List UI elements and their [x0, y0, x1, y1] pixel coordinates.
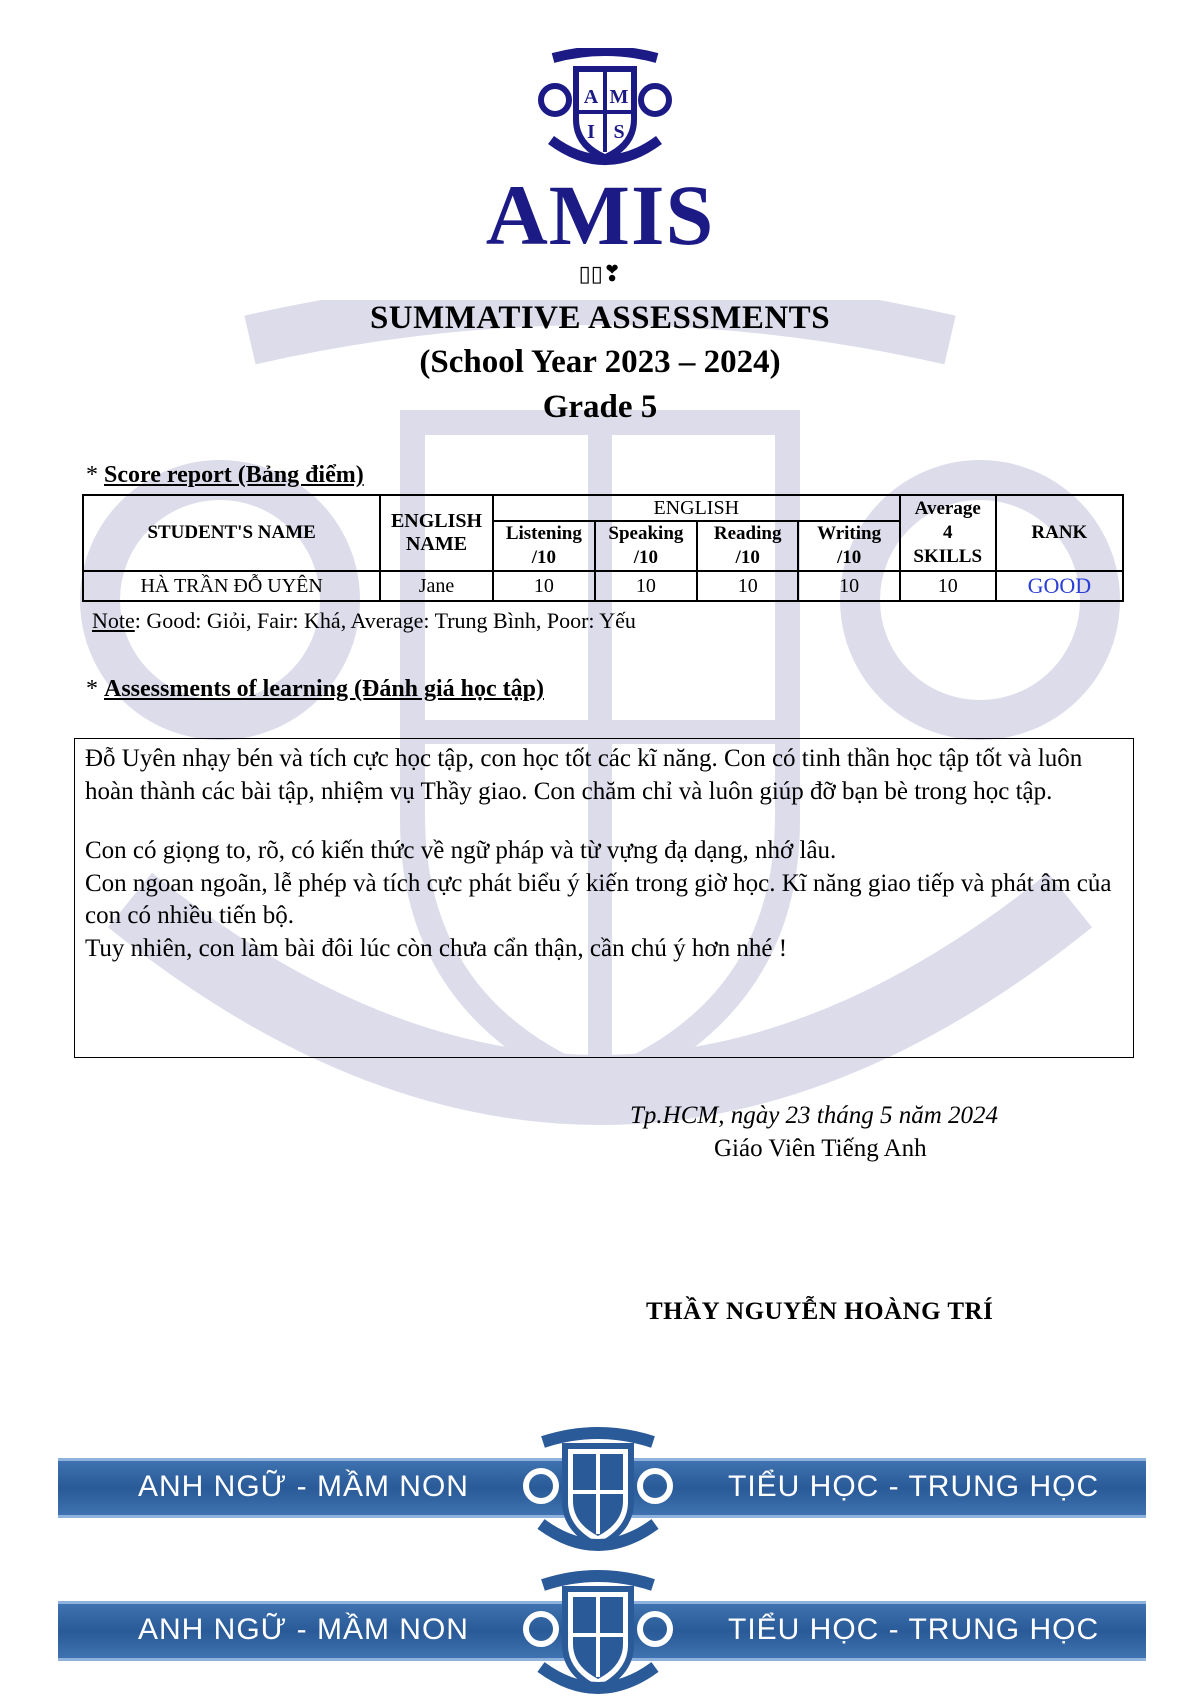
- school-crest-logo: [535, 48, 675, 170]
- col-speaking-line2: /10: [633, 547, 659, 568]
- col-writing-line2: /10: [836, 547, 862, 568]
- col-average: [900, 495, 996, 571]
- assessment-heading: [86, 676, 544, 703]
- school-year: (School Year 2023 – 2024): [419, 344, 781, 380]
- assessment-paragraph-4: Tuy nhiên, con làm bài đôi lúc còn chưa cẩn thận, cần chú ý hơn nhé !: [85, 934, 788, 962]
- col-average-line2: 4: [942, 522, 953, 543]
- assessment-paragraph-2: Con có giọng to, rõ, có kiến thức về ngữ pháp và từ vựng đạ dạng, nhớ lâu.: [85, 837, 837, 864]
- assessment-paragraph-3: Con ngoan ngoãn, lễ phép và tích cực phát biểu ý kiến trong giờ học. Kĩ năng giao tiếp và phát âm của con có nhiều tiến bộ.: [85, 869, 1112, 929]
- svg-text:S: S: [613, 121, 625, 143]
- col-reading: [697, 521, 799, 571]
- bullet-star: *: [86, 462, 98, 488]
- cell-student-name: HÀ TRẦN ĐỖ UYÊN: [83, 571, 380, 601]
- assessment-box: [74, 738, 1134, 1058]
- cell-speaking: 10: [595, 571, 697, 601]
- score-table: [82, 494, 1124, 602]
- signature-role: Giáo Viên Tiếng Anh: [714, 1135, 927, 1162]
- col-listening: [493, 521, 595, 571]
- cell-listening: 10: [493, 571, 595, 601]
- cell-reading: 10: [697, 571, 799, 601]
- col-average-line1: Average: [914, 498, 981, 519]
- footer-banner: [58, 1601, 1146, 1661]
- banner-text-left: ANH NGỮ - MẦM NON: [138, 1470, 469, 1503]
- note-label: Note: [92, 608, 135, 633]
- cell-average: 10: [900, 571, 996, 601]
- col-reading-line1: Reading: [713, 523, 782, 544]
- teacher-name: THẦY NGUYỄN HOÀNG TRÍ: [646, 1298, 994, 1325]
- banner-crest-icon: [523, 1426, 673, 1554]
- cell-writing: 10: [798, 571, 899, 601]
- note-text: : Good: Giỏi, Fair: Khá, Average: Trung Bình, Poor: Yếu: [134, 608, 636, 633]
- score-report-heading: [86, 462, 364, 489]
- assessment-paragraph-1: Đỗ Uyên nhạy bén và tích cực học tập, con học tốt các kĩ năng. Con có tinh thần học tập tốt và luôn hoàn thành các bài tập, nhiệm vụ Thầy giao. Con chăm chỉ và luôn giúp đỡ bạn bè trong học tập.: [85, 745, 1083, 805]
- col-reading-line2: /10: [735, 547, 760, 568]
- col-speaking-line1: Speaking: [608, 523, 684, 544]
- table-row: [83, 571, 1123, 601]
- col-speaking: [595, 521, 697, 571]
- banner-text-left: ANH NGỮ - MẦM NON: [138, 1613, 469, 1646]
- col-group-english: ENGLISH: [493, 495, 900, 521]
- col-writing: [798, 521, 899, 571]
- banner-text-right: TIỂU HỌC - TRUNG HỌC: [728, 1470, 1100, 1503]
- col-student-name: STUDENT'S NAME: [83, 495, 380, 571]
- grade-label: Grade 5: [542, 389, 658, 425]
- assessment-label: Assessments of learning (Đánh giá học tập): [104, 676, 545, 702]
- col-writing-line1: Writing: [817, 523, 882, 544]
- grading-note: [92, 608, 636, 634]
- banner-text-right: TIỂU HỌC - TRUNG HỌC: [728, 1613, 1100, 1646]
- cell-rank: GOOD: [996, 571, 1123, 601]
- svg-text:A: A: [583, 86, 599, 108]
- footer-banner: [58, 1458, 1146, 1518]
- brand-glyphs: ▯▯❣: [578, 262, 622, 287]
- cell-english-name: Jane: [380, 571, 492, 601]
- svg-text:M: M: [609, 86, 629, 108]
- score-report-label: Score report (Bảng điểm): [104, 462, 364, 488]
- svg-text:I: I: [587, 121, 595, 143]
- col-english-name-line1: ENGLISH: [390, 510, 483, 532]
- col-listening-line1: Listening: [505, 523, 582, 544]
- col-rank: RANK: [996, 495, 1123, 571]
- col-english-name: [380, 495, 492, 571]
- col-average-line3: SKILLS: [913, 546, 983, 567]
- banner-crest-icon: [523, 1569, 673, 1697]
- col-english-name-line2: NAME: [405, 533, 468, 555]
- signature-date: Tp.HCM, ngày 23 tháng 5 năm 2024: [630, 1102, 999, 1129]
- document-title: SUMMATIVE ASSESSMENTS: [369, 300, 831, 336]
- col-listening-line2: /10: [531, 547, 556, 568]
- bullet-star: *: [86, 676, 98, 702]
- brand-name: AMIS: [485, 167, 715, 263]
